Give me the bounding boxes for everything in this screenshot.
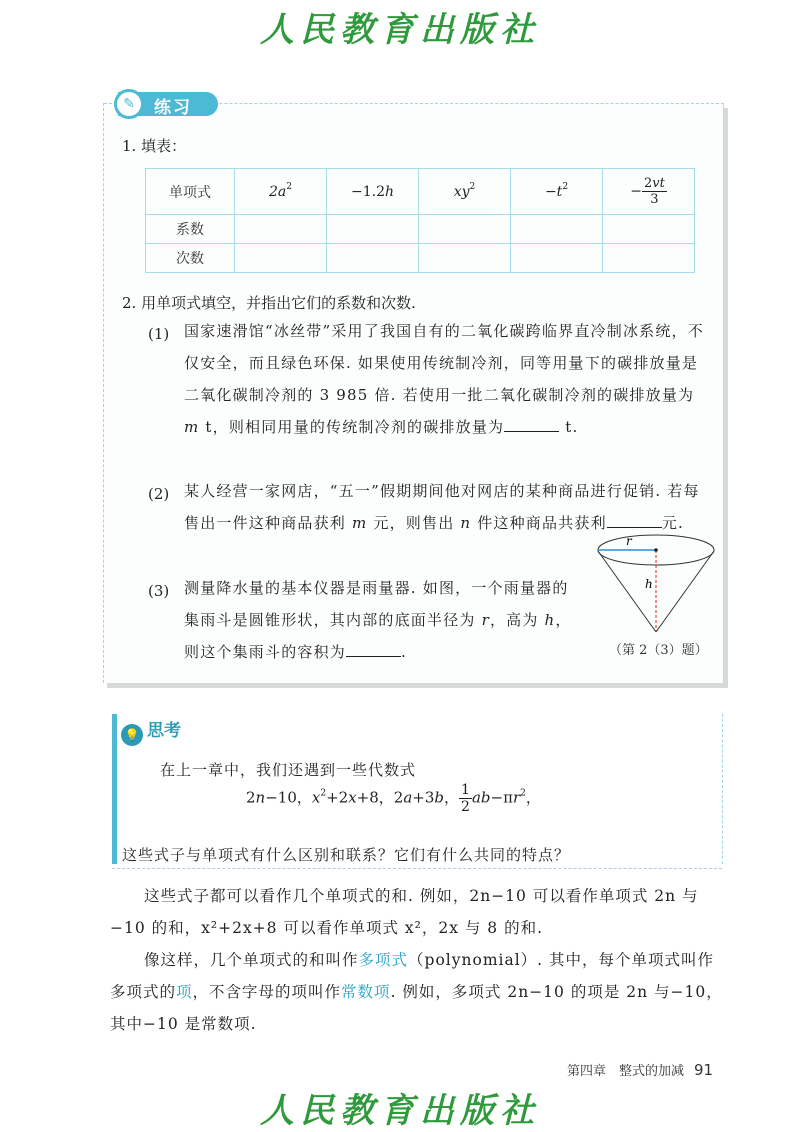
figure-caption: （第 2（3）题） — [609, 643, 708, 658]
row-label-coefficient: 系数 — [146, 215, 235, 244]
body-paragraph-1: 这些式子都可以看作几个单项式的和. 例如，2n−10 可以看作单项式 2n 与−10 的和，x²+2x+8 可以看作单项式 x²，2x 与 8 的和. — [110, 887, 699, 937]
q2-prompt: 2. 用单项式填空，并指出它们的系数和次数. — [122, 294, 416, 312]
page-number: 91 — [694, 1061, 714, 1079]
think-bottom-border — [112, 868, 722, 869]
think-question: 这些式子与单项式有什么区别和联系？它们有什么共同的特点？ — [122, 846, 571, 864]
keyword-polynomial: 多项式 — [358, 951, 409, 969]
radius-label: r — [626, 534, 632, 548]
answer-cell[interactable] — [327, 244, 419, 273]
answer-cell[interactable] — [327, 215, 419, 244]
think-title: 思考 — [147, 721, 181, 741]
answer-cell[interactable] — [235, 244, 327, 273]
answer-cell[interactable] — [235, 215, 327, 244]
answer-cell[interactable] — [603, 244, 695, 273]
monomial-cell: $-t^2$ — [511, 169, 603, 215]
table-row — [146, 244, 695, 273]
answer-cell[interactable] — [511, 215, 603, 244]
think-right-border — [722, 714, 723, 864]
q2-part1-number: (1) — [148, 325, 170, 343]
exercise-tab-label: 练习 — [154, 98, 192, 118]
q1-prompt: 1. 填表： — [122, 137, 187, 155]
fraction: $\frac{1}{2}$ — [461, 782, 470, 815]
keyword-term: 项 — [176, 983, 193, 1001]
answer-blank[interactable] — [504, 415, 559, 432]
answer-cell[interactable] — [511, 244, 603, 273]
answer-blank[interactable] — [346, 640, 401, 657]
center-point — [654, 548, 658, 552]
q2-part3-text: 测量降水量的基本仪器是雨量器. 如图，一个雨量器的集雨斗是圆锥形状，其内部的底面半径为 r，高为 h，则这个集雨斗的容积为 . — [184, 579, 572, 661]
chapter-title: 第四章 整式的加减 — [567, 1064, 685, 1079]
row-label-monomial: 单项式 — [146, 169, 235, 215]
monomial-cell: $2a^2$ — [235, 169, 327, 215]
expression-list: 2n−10，$x^2+2x+8$，2a+3b， $\frac{1}{2}$ $ab-\pi r^2$， — [246, 782, 541, 815]
answer-blank[interactable] — [607, 511, 662, 528]
pencil-icon: ✎ — [114, 89, 144, 119]
think-intro: 在上一章中，我们还遇到一些代数式 — [160, 761, 417, 779]
table-row — [146, 169, 695, 215]
table-row — [146, 215, 695, 244]
q2-part2-text-a: 某人经营一家网店，“五一”假期期间他对网店的某种商品进行促销. 若每售出一件这种商品获利 m 元，则售出 n 件这种商品共获利 元. — [184, 482, 700, 532]
q2-part3-number: (3) — [148, 582, 170, 600]
row-label-degree: 次数 — [146, 244, 235, 273]
answer-cell[interactable] — [603, 215, 695, 244]
think-heading — [121, 716, 181, 746]
fill-table — [145, 168, 695, 273]
height-label: h — [645, 577, 653, 591]
page-footer — [567, 1060, 713, 1079]
answer-cell[interactable] — [419, 215, 511, 244]
fraction: $\frac{2vt}{3}$ — [643, 176, 665, 207]
publisher-logo-top: 人民教育出版社 — [260, 10, 540, 50]
monomial-cell: $xy^2$ — [419, 169, 511, 215]
exercise-box-right-border — [723, 103, 724, 683]
answer-cell[interactable] — [419, 244, 511, 273]
rain-gauge-cone-figure — [596, 532, 720, 638]
monomial-cell: − $\frac{2vt}{3}$ — [603, 169, 695, 215]
monomial-cell: −1.2h — [327, 169, 419, 215]
body-paragraph-2: 像这样，几个单项式的和叫作多项式（polynomial）. 其中，每个单项式叫作多项式的项，不含字母的项叫作常数项. 例如，多项式 2n−10 的项是 2n 与−10，其中−10 是常数项. — [110, 951, 723, 1033]
exercise-tab — [118, 92, 218, 116]
think-accent-bar — [112, 714, 117, 864]
keyword-constant-term: 常数项 — [341, 983, 391, 1001]
q2-part2-number: (2) — [148, 485, 170, 503]
publisher-logo-bottom: 人民教育出版社 — [260, 1091, 540, 1131]
lightbulb-icon: 💡 — [121, 724, 143, 746]
q2-part1-text: 国家速滑馆“冰丝带”采用了我国自有的二氧化碳跨临界直冷制冰系统，不仅安全，而且绿色环保. 如果使用传统制冷剂，同等用量下的碳排放量是二氧化碳制冷剂的 3 985 倍. 若使用一批二氧化碳制冷剂的碳排放量为 m t，则相同用量的传统制冷剂的碳排放量为 t. — [184, 322, 704, 436]
